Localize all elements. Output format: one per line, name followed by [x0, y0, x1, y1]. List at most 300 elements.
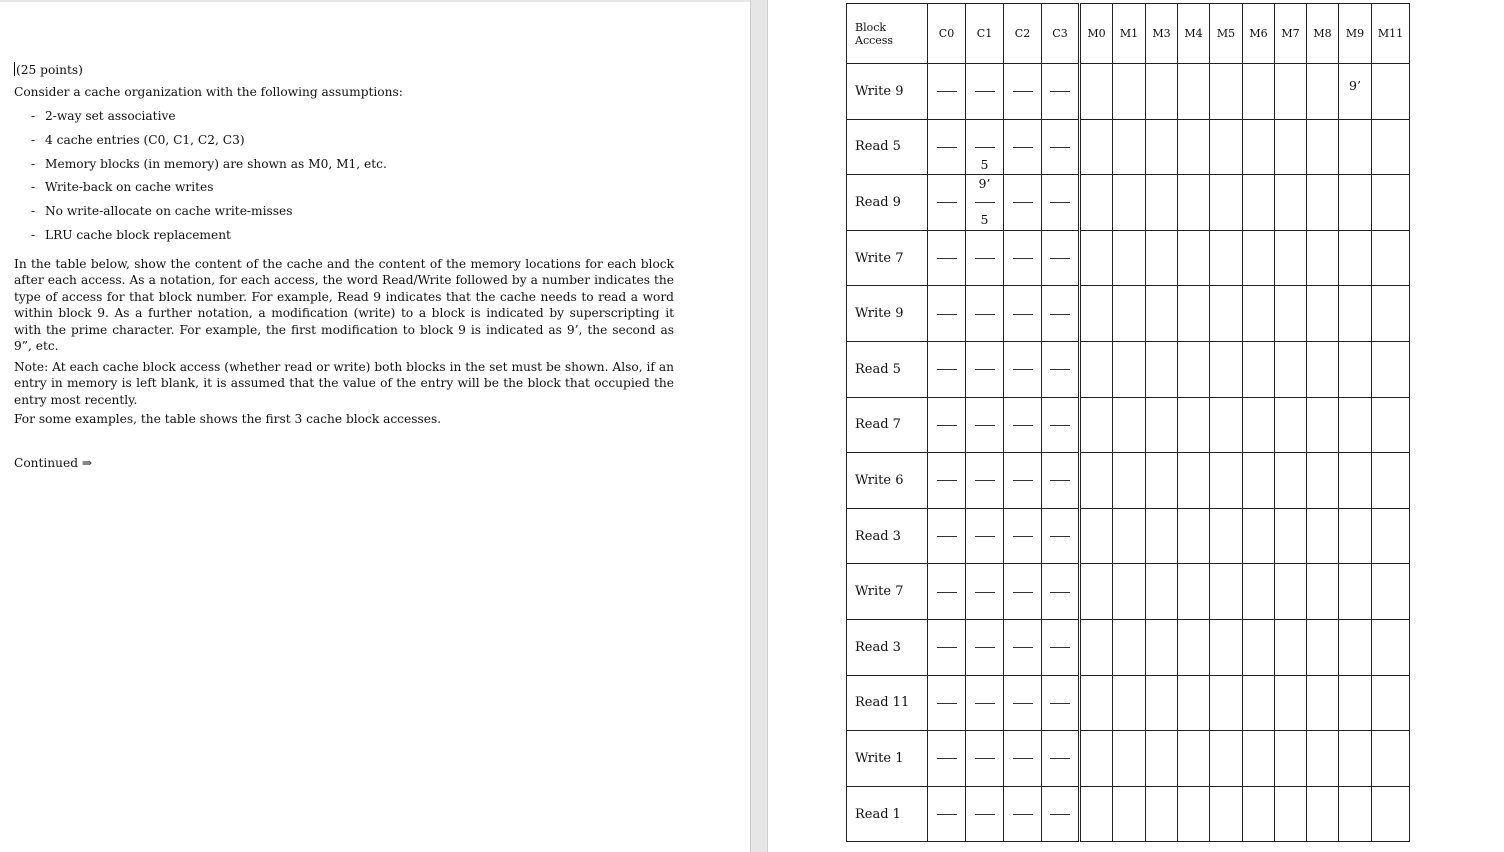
blank-line [937, 758, 957, 759]
memory-cell[interactable] [1080, 564, 1113, 620]
memory-cell[interactable] [1307, 453, 1339, 509]
table-row [847, 675, 1410, 731]
memory-cell[interactable] [1275, 564, 1307, 620]
memory-cell[interactable] [1275, 64, 1307, 120]
cache-cell[interactable] [1042, 64, 1080, 120]
header-m8: M8 [1307, 4, 1339, 64]
cache-cell[interactable] [1004, 731, 1042, 787]
memory-cell[interactable] [1243, 453, 1275, 509]
cache-cell[interactable] [928, 230, 966, 286]
header-c3: C3 [1042, 4, 1080, 64]
memory-cell[interactable] [1080, 619, 1113, 675]
memory-cell[interactable] [1307, 119, 1339, 175]
assumption-list [14, 108, 674, 251]
cache-cell[interactable] [928, 731, 966, 787]
memory-cell[interactable] [1113, 619, 1146, 675]
cache-cell[interactable] [928, 286, 966, 342]
table-row [847, 175, 1410, 231]
memory-cell[interactable] [1372, 453, 1410, 509]
memory-cell[interactable] [1080, 786, 1113, 842]
cache-cell[interactable] [1042, 731, 1080, 787]
blank-line [975, 480, 995, 481]
blank-line [1013, 258, 1033, 259]
header-c0: C0 [928, 4, 966, 64]
memory-cell[interactable] [1339, 731, 1372, 787]
cache-cell[interactable] [928, 175, 966, 231]
memory-cell[interactable] [1080, 341, 1113, 397]
memory-cell[interactable] [1080, 175, 1113, 231]
header-row [847, 4, 1410, 64]
cache-cell[interactable] [1042, 675, 1080, 731]
cache-cell[interactable] [966, 230, 1004, 286]
memory-cell[interactable] [1210, 175, 1243, 231]
blank-line [1050, 314, 1070, 315]
memory-cell[interactable] [1339, 453, 1372, 509]
memory-cell[interactable] [1080, 508, 1113, 564]
table-row [847, 731, 1410, 787]
memory-cell[interactable] [1178, 341, 1210, 397]
memory-cell[interactable] [1178, 119, 1210, 175]
memory-cell[interactable] [1146, 286, 1178, 342]
memory-cell[interactable] [1178, 397, 1210, 453]
memory-cell[interactable] [1210, 731, 1243, 787]
memory-cell[interactable] [1113, 64, 1146, 120]
cache-cell[interactable] [928, 786, 966, 842]
table-row [847, 508, 1410, 564]
blank-line [937, 647, 957, 648]
memory-cell[interactable] [1243, 341, 1275, 397]
blank-line [975, 314, 995, 315]
table-row [847, 619, 1410, 675]
memory-cell[interactable] [1146, 397, 1178, 453]
memory-cell[interactable] [1339, 64, 1372, 120]
blank-line [1013, 314, 1033, 315]
memory-cell[interactable] [1146, 786, 1178, 842]
memory-cell[interactable] [1178, 786, 1210, 842]
memory-cell[interactable] [1372, 119, 1410, 175]
blank-line [1013, 91, 1033, 92]
blank-line [1013, 480, 1033, 481]
blank-line [975, 647, 995, 648]
blank-line [1013, 814, 1033, 815]
blank-line [1050, 536, 1070, 537]
memory-cell[interactable] [1113, 230, 1146, 286]
memory-cell[interactable] [1178, 175, 1210, 231]
cache-cell[interactable] [966, 175, 1004, 231]
assumption-item: - 4 cache entries (C0, C1, C2, C3) [14, 132, 674, 156]
memory-cell[interactable] [1307, 341, 1339, 397]
blank-line [937, 536, 957, 537]
header-c1: C1 [966, 4, 1004, 64]
assumption-item: - 2-way set associative [14, 108, 674, 132]
memory-cell[interactable] [1146, 508, 1178, 564]
access-label: Read 1 [847, 786, 928, 842]
memory-cell[interactable] [1275, 453, 1307, 509]
cache-cell[interactable] [1042, 175, 1080, 231]
cache-cell[interactable] [928, 619, 966, 675]
memory-cell[interactable] [1210, 675, 1243, 731]
cache-cell[interactable] [928, 397, 966, 453]
memory-cell[interactable] [1307, 786, 1339, 842]
blank-line [937, 369, 957, 370]
note-paragraph: Note: At each cache block access (whether read or write) both blocks in the set must be shown. Also, if an entry in memory is left blank, it is assumed that the value of the entry will be the block that occupied the entry most recently. [14, 359, 674, 407]
memory-cell[interactable] [1307, 619, 1339, 675]
blank-line [937, 425, 957, 426]
memory-cell[interactable] [1372, 675, 1410, 731]
memory-cell[interactable] [1275, 175, 1307, 231]
blank-line [1050, 258, 1070, 259]
header-c2: C2 [1004, 4, 1042, 64]
cache-cell[interactable] [1042, 564, 1080, 620]
memory-cell[interactable] [1080, 230, 1113, 286]
cache-cell[interactable] [1004, 453, 1042, 509]
memory-cell[interactable] [1113, 119, 1146, 175]
blank-line [975, 425, 995, 426]
memory-cell[interactable] [1243, 230, 1275, 286]
cache-cell[interactable] [1042, 619, 1080, 675]
cache-cell[interactable] [1004, 230, 1042, 286]
memory-cell[interactable] [1113, 175, 1146, 231]
intro-line: Consider a cache organization with the following assumptions: [14, 84, 403, 99]
memory-cell[interactable] [1210, 619, 1243, 675]
memory-cell[interactable] [1080, 453, 1113, 509]
cache-cell[interactable] [966, 286, 1004, 342]
access-label: Write 7 [847, 564, 928, 620]
memory-cell[interactable] [1080, 675, 1113, 731]
memory-cell[interactable] [1146, 675, 1178, 731]
memory-cell[interactable] [1339, 786, 1372, 842]
blank-line [937, 258, 957, 259]
examples-line: For some examples, the table shows the first 3 cache block accesses. [14, 412, 442, 427]
memory-cell[interactable] [1146, 453, 1178, 509]
memory-cell[interactable] [1178, 731, 1210, 787]
blank-line [937, 314, 957, 315]
memory-cell[interactable] [1307, 564, 1339, 620]
memory-cell[interactable] [1275, 230, 1307, 286]
memory-cell[interactable] [1178, 230, 1210, 286]
cache-cell[interactable] [928, 119, 966, 175]
cache-cell[interactable] [966, 341, 1004, 397]
memory-cell[interactable] [1307, 64, 1339, 120]
assumption-item: - Memory blocks (in memory) are shown as M0, M1, etc. [14, 156, 674, 180]
memory-cell[interactable] [1243, 119, 1275, 175]
cache-cell[interactable] [928, 64, 966, 120]
blank-line [975, 147, 995, 148]
memory-cell[interactable] [1339, 397, 1372, 453]
memory-cell[interactable] [1210, 286, 1243, 342]
blank-line [975, 814, 995, 815]
cache-cell[interactable] [966, 786, 1004, 842]
memory-cell[interactable] [1113, 731, 1146, 787]
memory-cell[interactable] [1210, 230, 1243, 286]
cache-cell[interactable] [1004, 64, 1042, 120]
blank-line [1050, 814, 1070, 815]
memory-cell[interactable] [1080, 731, 1113, 787]
cache-cell[interactable] [1004, 786, 1042, 842]
blank-line [1050, 202, 1070, 203]
cell-entry: 5 [980, 212, 989, 228]
memory-cell[interactable] [1307, 731, 1339, 787]
blank-line [1013, 592, 1033, 593]
memory-cell[interactable] [1275, 119, 1307, 175]
memory-cell[interactable] [1372, 175, 1410, 231]
cache-cell[interactable] [928, 564, 966, 620]
memory-cell[interactable] [1372, 397, 1410, 453]
cell-entry: 5 [980, 156, 989, 172]
memory-cell[interactable] [1307, 286, 1339, 342]
memory-cell[interactable] [1275, 508, 1307, 564]
points-label: (25 points) [16, 63, 83, 77]
memory-cell[interactable] [1372, 619, 1410, 675]
table-row [847, 564, 1410, 620]
assumption-item: - Write-back on cache writes [14, 179, 674, 203]
blank-line [1050, 369, 1070, 370]
cache-cell[interactable] [966, 508, 1004, 564]
table-row [847, 64, 1410, 120]
blank-line [1050, 91, 1070, 92]
memory-cell[interactable] [1210, 508, 1243, 564]
blank-line [1013, 758, 1033, 759]
cache-cell[interactable] [1004, 286, 1042, 342]
blank-line [1050, 425, 1070, 426]
memory-cell[interactable] [1146, 731, 1178, 787]
memory-cell[interactable] [1080, 286, 1113, 342]
access-label: Write 9 [847, 286, 928, 342]
access-label: Read 9 [847, 175, 928, 231]
blank-line [937, 480, 957, 481]
blank-line [975, 703, 995, 704]
memory-cell[interactable] [1178, 619, 1210, 675]
memory-cell[interactable] [1178, 286, 1210, 342]
memory-cell[interactable] [1339, 508, 1372, 564]
blank-line [975, 758, 995, 759]
blank-line [975, 202, 995, 203]
memory-cell[interactable] [1178, 64, 1210, 120]
blank-line [1050, 480, 1070, 481]
blank-line [937, 147, 957, 148]
access-label: Write 1 [847, 731, 928, 787]
memory-cell[interactable] [1339, 230, 1372, 286]
memory-cell[interactable] [1307, 175, 1339, 231]
memory-cell[interactable] [1339, 175, 1372, 231]
memory-cell[interactable] [1275, 675, 1307, 731]
memory-cell[interactable] [1113, 675, 1146, 731]
cache-table [846, 3, 1410, 842]
cache-cell[interactable] [1042, 453, 1080, 509]
memory-cell[interactable] [1113, 397, 1146, 453]
blank-line [975, 592, 995, 593]
memory-cell[interactable] [1080, 397, 1113, 453]
memory-cell[interactable] [1080, 64, 1113, 120]
access-label: Read 3 [847, 619, 928, 675]
cache-cell[interactable] [1004, 341, 1042, 397]
memory-cell[interactable] [1210, 564, 1243, 620]
cache-cell[interactable] [1042, 341, 1080, 397]
memory-cell[interactable] [1146, 119, 1178, 175]
cache-cell[interactable] [928, 675, 966, 731]
memory-cell[interactable] [1339, 675, 1372, 731]
memory-cell[interactable] [1146, 619, 1178, 675]
header-m9: M9 [1339, 4, 1372, 64]
memory-cell[interactable] [1210, 64, 1243, 120]
memory-cell[interactable] [1178, 453, 1210, 509]
cache-cell[interactable] [1004, 675, 1042, 731]
memory-cell[interactable] [1307, 675, 1339, 731]
cache-cell[interactable] [1042, 230, 1080, 286]
memory-cell[interactable] [1275, 286, 1307, 342]
memory-cell[interactable] [1339, 564, 1372, 620]
memory-cell[interactable] [1080, 119, 1113, 175]
cache-cell[interactable] [966, 453, 1004, 509]
cell-entry: 9’ [978, 176, 991, 192]
header-m1: M1 [1113, 4, 1146, 64]
access-label: Read 5 [847, 341, 928, 397]
memory-cell[interactable] [1307, 230, 1339, 286]
memory-cell[interactable] [1372, 341, 1410, 397]
header-block-access: Block Access [847, 4, 928, 64]
memory-cell[interactable] [1339, 619, 1372, 675]
blank-line [1013, 536, 1033, 537]
blank-line [1050, 703, 1070, 704]
points-line [14, 62, 674, 79]
memory-cell[interactable] [1275, 786, 1307, 842]
memory-cell[interactable] [1146, 64, 1178, 120]
memory-cell[interactable] [1210, 397, 1243, 453]
memory-cell[interactable] [1178, 564, 1210, 620]
memory-cell[interactable] [1146, 564, 1178, 620]
memory-cell[interactable] [1210, 453, 1243, 509]
memory-cell[interactable] [1372, 286, 1410, 342]
cache-cell[interactable] [966, 731, 1004, 787]
memory-cell[interactable] [1146, 175, 1178, 231]
access-label: Read 7 [847, 397, 928, 453]
cache-cell[interactable] [1042, 286, 1080, 342]
access-label: Read 3 [847, 508, 928, 564]
memory-cell[interactable] [1210, 786, 1243, 842]
memory-cell[interactable] [1307, 508, 1339, 564]
memory-cell[interactable] [1243, 786, 1275, 842]
blank-line [937, 202, 957, 203]
blank-line [937, 91, 957, 92]
blank-line [1013, 202, 1033, 203]
memory-cell[interactable] [1243, 564, 1275, 620]
cache-cell[interactable] [928, 453, 966, 509]
cache-cell[interactable] [966, 64, 1004, 120]
cache-cell[interactable] [1004, 175, 1042, 231]
memory-cell[interactable] [1243, 675, 1275, 731]
cache-cell[interactable] [928, 508, 966, 564]
memory-cell[interactable] [1178, 508, 1210, 564]
memory-cell[interactable] [1275, 731, 1307, 787]
cell-entry: 9’ [1349, 78, 1361, 93]
memory-cell[interactable] [1339, 119, 1372, 175]
table-row [847, 397, 1410, 453]
assumption-item: - No write-allocate on cache write-misses [14, 203, 674, 227]
memory-cell[interactable] [1113, 453, 1146, 509]
assumption-item: - LRU cache block replacement [14, 227, 674, 251]
access-label: Read 11 [847, 675, 928, 731]
cache-cell[interactable] [1042, 397, 1080, 453]
access-label: Write 6 [847, 453, 928, 509]
memory-cell[interactable] [1339, 286, 1372, 342]
memory-cell[interactable] [1372, 508, 1410, 564]
memory-cell[interactable] [1210, 341, 1243, 397]
access-label: Write 9 [847, 64, 928, 120]
memory-cell[interactable] [1243, 64, 1275, 120]
memory-cell[interactable] [1113, 508, 1146, 564]
memory-cell[interactable] [1372, 731, 1410, 787]
memory-cell[interactable] [1243, 397, 1275, 453]
cache-cell[interactable] [1004, 508, 1042, 564]
blank-line [1050, 147, 1070, 148]
header-m0: M0 [1080, 4, 1113, 64]
memory-cell[interactable] [1178, 675, 1210, 731]
blank-line [975, 536, 995, 537]
memory-cell[interactable] [1275, 341, 1307, 397]
cache-cell[interactable] [1004, 564, 1042, 620]
memory-cell[interactable] [1372, 230, 1410, 286]
memory-cell[interactable] [1113, 786, 1146, 842]
blank-line [1013, 147, 1033, 148]
memory-cell[interactable] [1243, 731, 1275, 787]
memory-cell[interactable] [1210, 119, 1243, 175]
blank-line [975, 369, 995, 370]
table-row [847, 453, 1410, 509]
instructions-paragraph: In the table below, show the content of the cache and the content of the memory locations for each block after each access. As a notation, for each access, the word Read/Write followed by a number indicates the type of access for that block number. For example, Read 9 indicates that the cache needs to read a word within block 9. As a further notation, a modification (write) to a block is indicated by superscripting it with the prime character. For example, the first modification to block 9 is indicated as 9’, the second as 9”, etc. [14, 256, 674, 354]
cache-cell[interactable] [1004, 119, 1042, 175]
memory-cell[interactable] [1307, 397, 1339, 453]
memory-cell[interactable] [1113, 564, 1146, 620]
cache-cell[interactable] [966, 675, 1004, 731]
memory-cell[interactable] [1275, 397, 1307, 453]
table-row [847, 341, 1410, 397]
cache-cell[interactable] [1004, 619, 1042, 675]
memory-cell[interactable] [1146, 341, 1178, 397]
cache-cell[interactable] [966, 564, 1004, 620]
cache-cell[interactable] [966, 397, 1004, 453]
blank-line [975, 258, 995, 259]
blank-line [1013, 703, 1033, 704]
memory-cell[interactable] [1243, 286, 1275, 342]
memory-cell[interactable] [1243, 508, 1275, 564]
cache-cell[interactable] [966, 619, 1004, 675]
blank-line [1050, 592, 1070, 593]
cache-cell[interactable] [966, 119, 1004, 175]
header-m7: M7 [1275, 4, 1307, 64]
memory-cell[interactable] [1275, 619, 1307, 675]
page-top-edge [0, 0, 750, 2]
memory-cell[interactable] [1113, 341, 1146, 397]
cache-cell[interactable] [1042, 508, 1080, 564]
cache-cell[interactable] [928, 341, 966, 397]
memory-cell[interactable] [1339, 341, 1372, 397]
memory-cell[interactable] [1372, 64, 1410, 120]
memory-cell[interactable] [1146, 230, 1178, 286]
left-document-page [0, 0, 750, 852]
memory-cell[interactable] [1372, 564, 1410, 620]
blank-line [1013, 647, 1033, 648]
cache-cell[interactable] [1042, 119, 1080, 175]
memory-cell[interactable] [1372, 786, 1410, 842]
access-label: Write 7 [847, 230, 928, 286]
cache-cell[interactable] [1042, 786, 1080, 842]
blank-line [1050, 647, 1070, 648]
blank-line [937, 592, 957, 593]
memory-cell[interactable] [1243, 619, 1275, 675]
cache-cell[interactable] [1004, 397, 1042, 453]
memory-cell[interactable] [1113, 286, 1146, 342]
memory-cell[interactable] [1243, 175, 1275, 231]
